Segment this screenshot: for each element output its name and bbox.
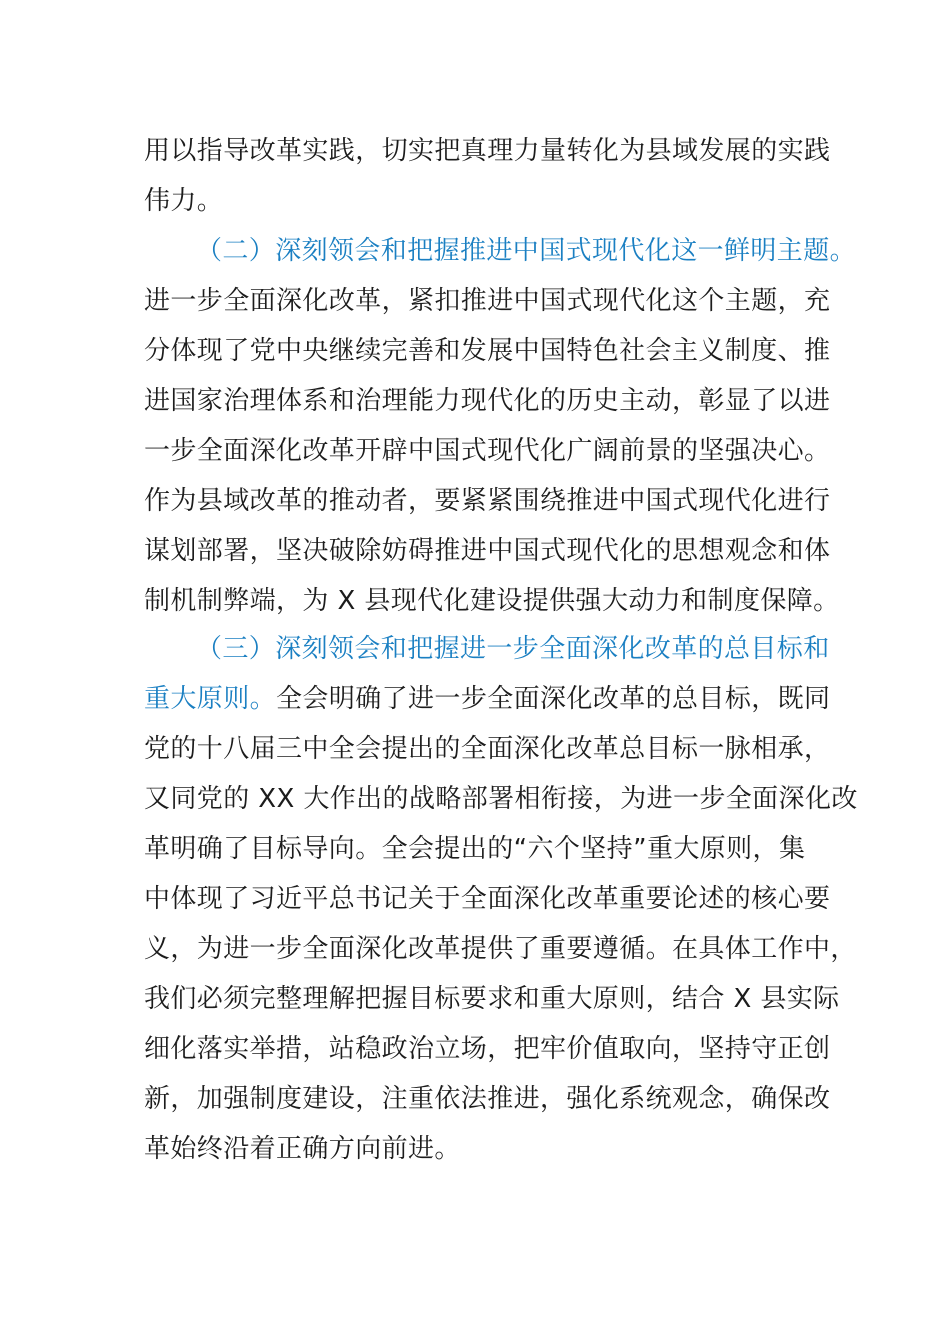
body-text-line <box>144 376 831 426</box>
line-text: 中体现了习近平总书记关于全面深化改革重要论述的核心要 <box>144 884 831 914</box>
body-text-line <box>144 774 858 824</box>
line-text: 制机制弊端，为 X 县现代化建设提供强大动力和制度保障。 <box>144 586 840 616</box>
heading-text: （二）深刻领会和把握推进中国式现代化这一鲜明主题。 <box>196 236 857 266</box>
line-text: 党的十八届三中全会提出的全面深化改革总目标一脉相承， <box>144 734 831 764</box>
line-text: 革明确了目标导向。全会提出的“六个坚持”重大原则，集 <box>144 834 806 864</box>
line-text: 进一步全面深化改革，紧扣推进中国式现代化这个主题，充 <box>144 286 831 316</box>
line-text: 义，为进一步全面深化改革提供了重要遵循。在具体工作中， <box>144 934 857 964</box>
heading-text: （三）深刻领会和把握进一步全面深化改革的总目标和 <box>196 634 830 664</box>
line-text: 伟力。 <box>144 186 224 216</box>
section-heading-3 <box>196 624 830 674</box>
line-text: 用以指导改革实践，切实把真理力量转化为县域发展的实践 <box>144 136 831 166</box>
line-text: 全会明确了进一步全面深化改革的总目标，既同 <box>276 684 831 714</box>
body-text-line <box>144 326 831 376</box>
line-text: 一步全面深化改革开辟中国式现代化广阔前景的坚强决心。 <box>144 436 831 466</box>
heading-text: 重大原则。 <box>144 684 277 714</box>
body-text-line <box>144 924 857 974</box>
line-text: 分体现了党中央继续完善和发展中国特色社会主义制度、推 <box>144 336 831 366</box>
body-text-line <box>144 426 831 476</box>
body-text-line <box>144 724 831 774</box>
body-text-line <box>144 874 831 924</box>
body-text-line <box>144 1074 831 1124</box>
body-text-line <box>144 576 840 626</box>
line-text: 我们必须完整理解把握目标要求和重大原则，结合 X 县实际 <box>144 984 840 1014</box>
line-text: 新，加强制度建设，注重依法推进，强化系统观念，确保改 <box>144 1084 831 1114</box>
section-heading-2 <box>196 226 857 276</box>
body-text-line <box>144 276 831 326</box>
body-text-line <box>144 126 831 176</box>
body-text-line <box>144 974 840 1024</box>
body-text-line <box>144 476 831 526</box>
line-text: 细化落实举措，站稳政治立场，把牢价值取向，坚持守正创 <box>144 1034 831 1064</box>
body-text-line <box>144 176 814 226</box>
heading-continuation-line <box>144 674 831 724</box>
body-text-line <box>144 824 814 874</box>
line-text: 革始终沿着正确方向前进。 <box>144 1134 461 1164</box>
line-text: 谋划部署，坚决破除妨碍推进中国式现代化的思想观念和体 <box>144 536 831 566</box>
body-text-line <box>144 526 831 576</box>
line-text: 进国家治理体系和治理能力现代化的历史主动，彰显了以进 <box>144 386 831 416</box>
line-text: 作为县域改革的推动者，要紧紧围绕推进中国式现代化进行 <box>144 486 831 516</box>
line-text: 又同党的 XX 大作出的战略部署相衔接，为进一步全面深化改 <box>144 784 858 814</box>
body-text-line <box>144 1024 831 1074</box>
body-text-line <box>144 1124 814 1174</box>
